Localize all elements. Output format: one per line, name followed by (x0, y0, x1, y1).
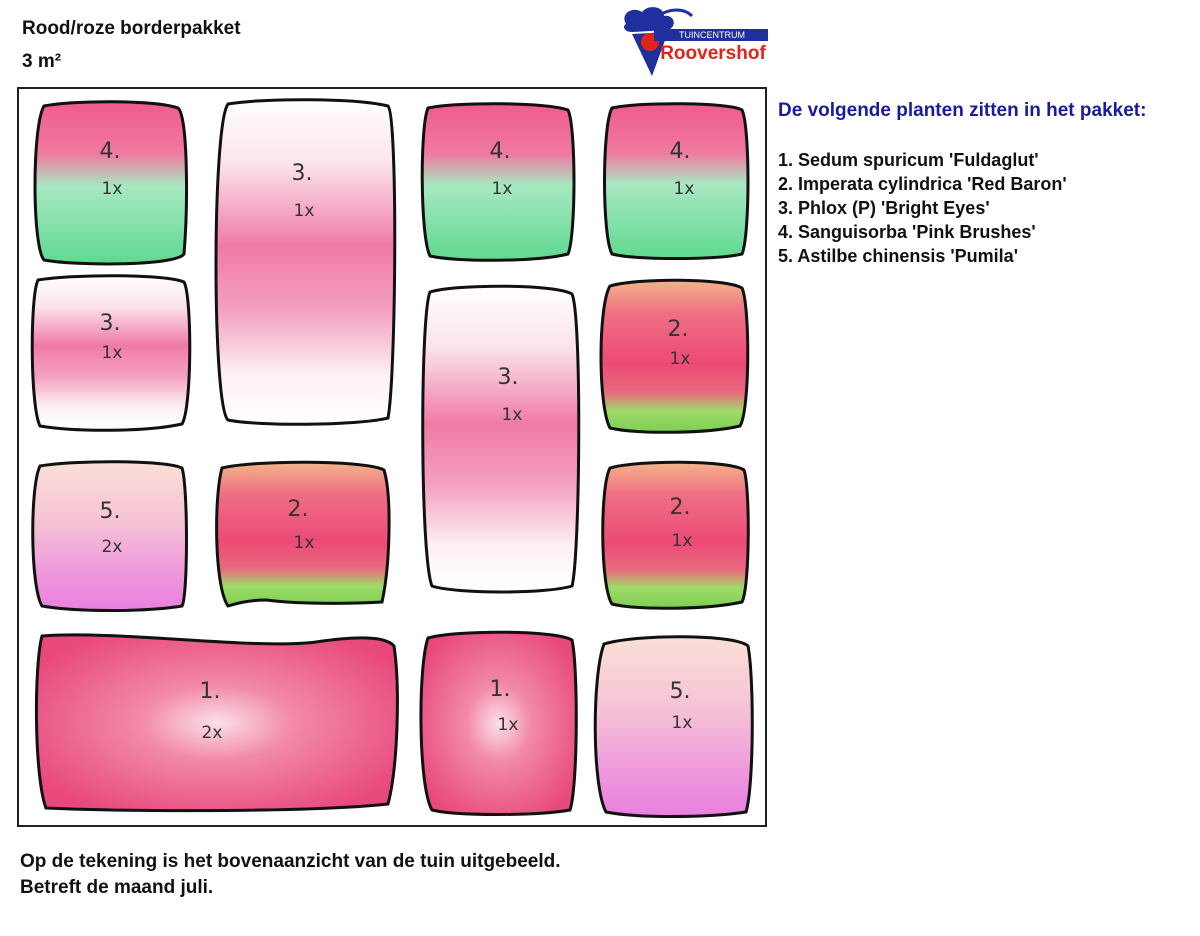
plant-legend (778, 100, 1198, 268)
footer-note (20, 849, 561, 901)
bed-number: 3. (99, 311, 121, 336)
bed-number: 2. (287, 497, 309, 522)
bed-b10 (603, 462, 749, 608)
bed-b3 (422, 104, 574, 261)
bed-number: 3. (497, 365, 519, 390)
bed-quantity: 1x (101, 179, 123, 199)
logo (618, 4, 770, 78)
bed-quantity: 1x (293, 201, 315, 221)
bed-b2 (216, 100, 395, 425)
page-title: Rood/roze borderpakket (22, 18, 241, 39)
bed-number: 2. (667, 317, 689, 342)
bed-number: 1. (199, 679, 221, 704)
bed-number: 3. (291, 161, 313, 186)
footer-line: Op de tekening is het bovenaanzicht van de tuin uitgebeeld. (20, 851, 561, 872)
bed-b4 (605, 104, 749, 259)
bed-b6 (423, 286, 579, 592)
footer-line: Betreft de maand juli. (20, 877, 214, 898)
legend-title: De volgende planten zitten in het pakket: (778, 100, 1147, 121)
bed-b9 (217, 462, 389, 606)
bed-quantity: 1x (491, 179, 513, 199)
bed-quantity: 1x (293, 533, 315, 553)
bed-quantity: 1x (671, 531, 693, 551)
garden-plan (16, 86, 768, 828)
bed-number: 1. (489, 677, 511, 702)
bed-b13 (595, 637, 752, 817)
bed-quantity: 2x (201, 723, 223, 743)
bed-number: 4. (669, 139, 691, 164)
bed-b12 (421, 632, 576, 814)
legend-list (778, 148, 1198, 268)
bed-number: 5. (99, 499, 121, 524)
bed-b5 (32, 276, 190, 431)
garden-plan-drawing (16, 86, 768, 828)
bed-quantity: 2x (101, 537, 123, 557)
logo-top-text: TUINCENTRUM (679, 30, 745, 40)
legend-item: 4. Sanguisorba 'Pink Brushes' (778, 222, 1036, 242)
bed-number: 4. (489, 139, 511, 164)
bed-quantity: 1x (669, 349, 691, 369)
legend-item: 1. Sedum spuricum 'Fuldaglut' (778, 150, 1039, 170)
bed-number: 4. (99, 139, 121, 164)
bed-quantity: 1x (673, 179, 695, 199)
bed-quantity: 1x (101, 343, 123, 363)
bed-b7 (601, 280, 748, 432)
bed-number: 2. (669, 495, 691, 520)
bed-b8 (33, 462, 187, 611)
logo-name: Roovershof (660, 43, 766, 64)
legend-item: 3. Phlox (P) 'Bright Eyes' (778, 198, 990, 218)
bed-b1 (35, 102, 186, 264)
bed-quantity: 1x (501, 405, 523, 425)
bed-b11 (36, 635, 397, 811)
bed-quantity: 1x (497, 715, 519, 735)
area-size: 3 m² (22, 51, 62, 72)
legend-item: 5. Astilbe chinensis 'Pumila' (778, 246, 1018, 266)
bed-quantity: 1x (671, 713, 693, 733)
bed-number: 5. (669, 679, 691, 704)
legend-item: 2. Imperata cylindrica 'Red Baron' (778, 174, 1067, 194)
chef-hat-cone-icon (618, 4, 770, 78)
